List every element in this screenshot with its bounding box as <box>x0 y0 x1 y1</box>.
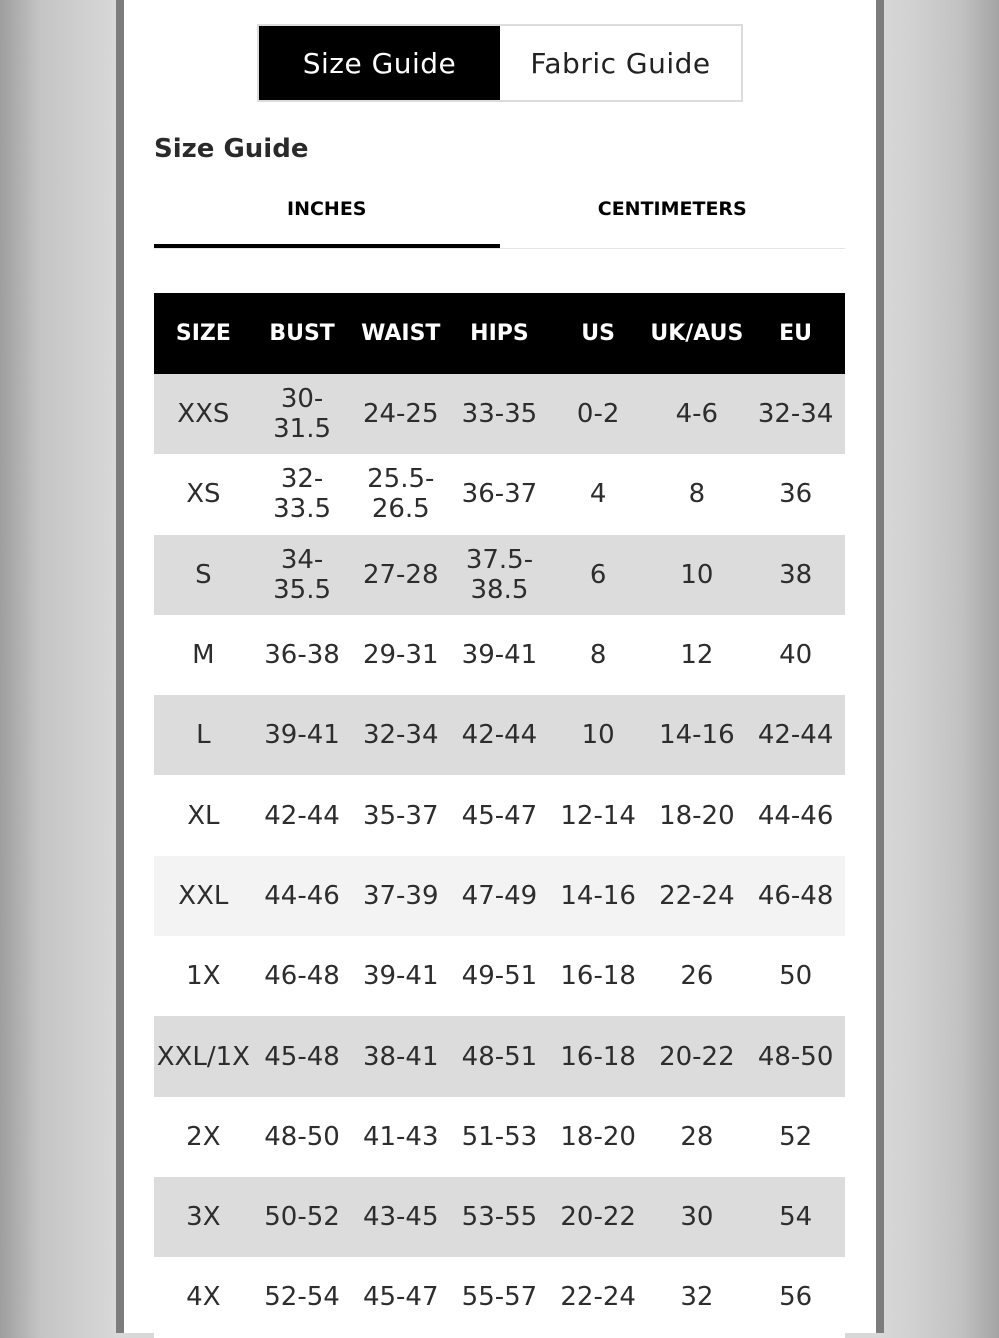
cell-size: M <box>154 615 253 695</box>
cell-waist: 27-28 <box>351 535 450 615</box>
header-size: SIZE <box>154 293 253 374</box>
table-row <box>154 695 845 775</box>
cell-uk-aus: 28 <box>648 1097 747 1177</box>
cell-bust: 42-44 <box>253 775 352 855</box>
cell-bust: 50-52 <box>253 1177 352 1257</box>
tab-inches[interactable]: INCHES <box>154 186 500 248</box>
size-guide-tab[interactable]: Size Guide <box>259 26 500 100</box>
table-row <box>154 535 845 615</box>
table-row <box>154 1257 845 1337</box>
cell-eu: 40 <box>746 615 845 695</box>
cell-eu: 42-44 <box>746 695 845 775</box>
table-row <box>154 856 845 936</box>
cell-size: XXL <box>154 856 253 936</box>
cell-eu: 48-50 <box>746 1016 845 1096</box>
cell-bust: 45-48 <box>253 1016 352 1096</box>
cell-size: 1X <box>154 936 253 1016</box>
cell-waist: 32-34 <box>351 695 450 775</box>
fabric-guide-tab[interactable]: Fabric Guide <box>500 26 741 100</box>
cell-waist: 39-41 <box>351 936 450 1016</box>
cell-bust: 34- 35.5 <box>253 535 352 615</box>
cell-waist: 35-37 <box>351 775 450 855</box>
cell-uk-aus: 12 <box>648 615 747 695</box>
cell-hips: 49-51 <box>450 936 549 1016</box>
cell-us: 12-14 <box>549 775 648 855</box>
cell-bust: 39-41 <box>253 695 352 775</box>
cell-waist: 38-41 <box>351 1016 450 1096</box>
cell-waist: 25.5- 26.5 <box>351 454 450 534</box>
cell-us: 22-24 <box>549 1257 648 1337</box>
cell-hips: 53-55 <box>450 1177 549 1257</box>
cell-us: 14-16 <box>549 856 648 936</box>
cell-us: 16-18 <box>549 936 648 1016</box>
cell-size: XS <box>154 454 253 534</box>
cell-eu: 44-46 <box>746 775 845 855</box>
table-row <box>154 1016 845 1096</box>
cell-size: S <box>154 535 253 615</box>
cell-uk-aus: 30 <box>648 1177 747 1257</box>
cell-us: 20-22 <box>549 1177 648 1257</box>
cell-us: 8 <box>549 615 648 695</box>
cell-bust: 46-48 <box>253 936 352 1016</box>
table-row <box>154 936 845 1016</box>
cell-uk-aus: 20-22 <box>648 1016 747 1096</box>
cell-eu: 46-48 <box>746 856 845 936</box>
cell-hips: 42-44 <box>450 695 549 775</box>
table-row <box>154 454 845 534</box>
cell-size: XXL/1X <box>154 1016 253 1096</box>
cell-eu: 32-34 <box>746 374 845 454</box>
cell-waist: 41-43 <box>351 1097 450 1177</box>
table-row <box>154 1097 845 1177</box>
cell-waist: 43-45 <box>351 1177 450 1257</box>
tab-centimeters[interactable]: CENTIMETERS <box>597 198 747 220</box>
table-row <box>154 374 845 454</box>
cell-us: 4 <box>549 454 648 534</box>
table-header-row <box>154 293 845 374</box>
unit-tabs <box>154 186 845 249</box>
cell-uk-aus: 14-16 <box>648 695 747 775</box>
cell-hips: 37.5- 38.5 <box>450 535 549 615</box>
cell-hips: 39-41 <box>450 615 549 695</box>
cell-us: 18-20 <box>549 1097 648 1177</box>
cell-waist: 29-31 <box>351 615 450 695</box>
cell-uk-aus: 8 <box>648 454 747 534</box>
table-row <box>154 775 845 855</box>
header-bust: BUST <box>253 293 352 374</box>
header-waist: WAIST <box>351 293 450 374</box>
cell-uk-aus: 26 <box>648 936 747 1016</box>
cell-uk-aus: 32 <box>648 1257 747 1337</box>
cell-hips: 48-51 <box>450 1016 549 1096</box>
cell-waist: 45-47 <box>351 1257 450 1337</box>
section-title: Size Guide <box>154 134 309 164</box>
cell-uk-aus: 4-6 <box>648 374 747 454</box>
header-uk-aus: UK/AUS <box>648 293 747 374</box>
cell-eu: 50 <box>746 936 845 1016</box>
cell-size: XL <box>154 775 253 855</box>
size-table-body <box>154 374 845 1338</box>
cell-size: 2X <box>154 1097 253 1177</box>
cell-us: 0-2 <box>549 374 648 454</box>
cell-us: 10 <box>549 695 648 775</box>
header-hips: HIPS <box>450 293 549 374</box>
cell-hips: 55-57 <box>450 1257 549 1337</box>
cell-waist: 24-25 <box>351 374 450 454</box>
cell-size: XXS <box>154 374 253 454</box>
cell-size: 3X <box>154 1177 253 1257</box>
cell-eu: 54 <box>746 1177 845 1257</box>
table-row <box>154 1177 845 1257</box>
cell-uk-aus: 18-20 <box>648 775 747 855</box>
cell-size: 4X <box>154 1257 253 1337</box>
cell-uk-aus: 22-24 <box>648 856 747 936</box>
cell-eu: 52 <box>746 1097 845 1177</box>
cell-uk-aus: 10 <box>648 535 747 615</box>
cell-hips: 51-53 <box>450 1097 549 1177</box>
size-table <box>154 293 845 1338</box>
cell-waist: 37-39 <box>351 856 450 936</box>
cell-bust: 32- 33.5 <box>253 454 352 534</box>
cell-hips: 45-47 <box>450 775 549 855</box>
table-row <box>154 615 845 695</box>
cell-bust: 52-54 <box>253 1257 352 1337</box>
header-eu: EU <box>746 293 845 374</box>
cell-hips: 47-49 <box>450 856 549 936</box>
cell-eu: 38 <box>746 535 845 615</box>
cell-us: 6 <box>549 535 648 615</box>
cell-bust: 36-38 <box>253 615 352 695</box>
size-guide-panel <box>124 0 876 1333</box>
guide-toggle <box>257 24 743 102</box>
cell-size: L <box>154 695 253 775</box>
cell-hips: 33-35 <box>450 374 549 454</box>
header-us: US <box>549 293 648 374</box>
cell-bust: 44-46 <box>253 856 352 936</box>
cell-us: 16-18 <box>549 1016 648 1096</box>
cell-bust: 48-50 <box>253 1097 352 1177</box>
cell-bust: 30- 31.5 <box>253 374 352 454</box>
cell-hips: 36-37 <box>450 454 549 534</box>
cell-eu: 36 <box>746 454 845 534</box>
cell-eu: 56 <box>746 1257 845 1337</box>
